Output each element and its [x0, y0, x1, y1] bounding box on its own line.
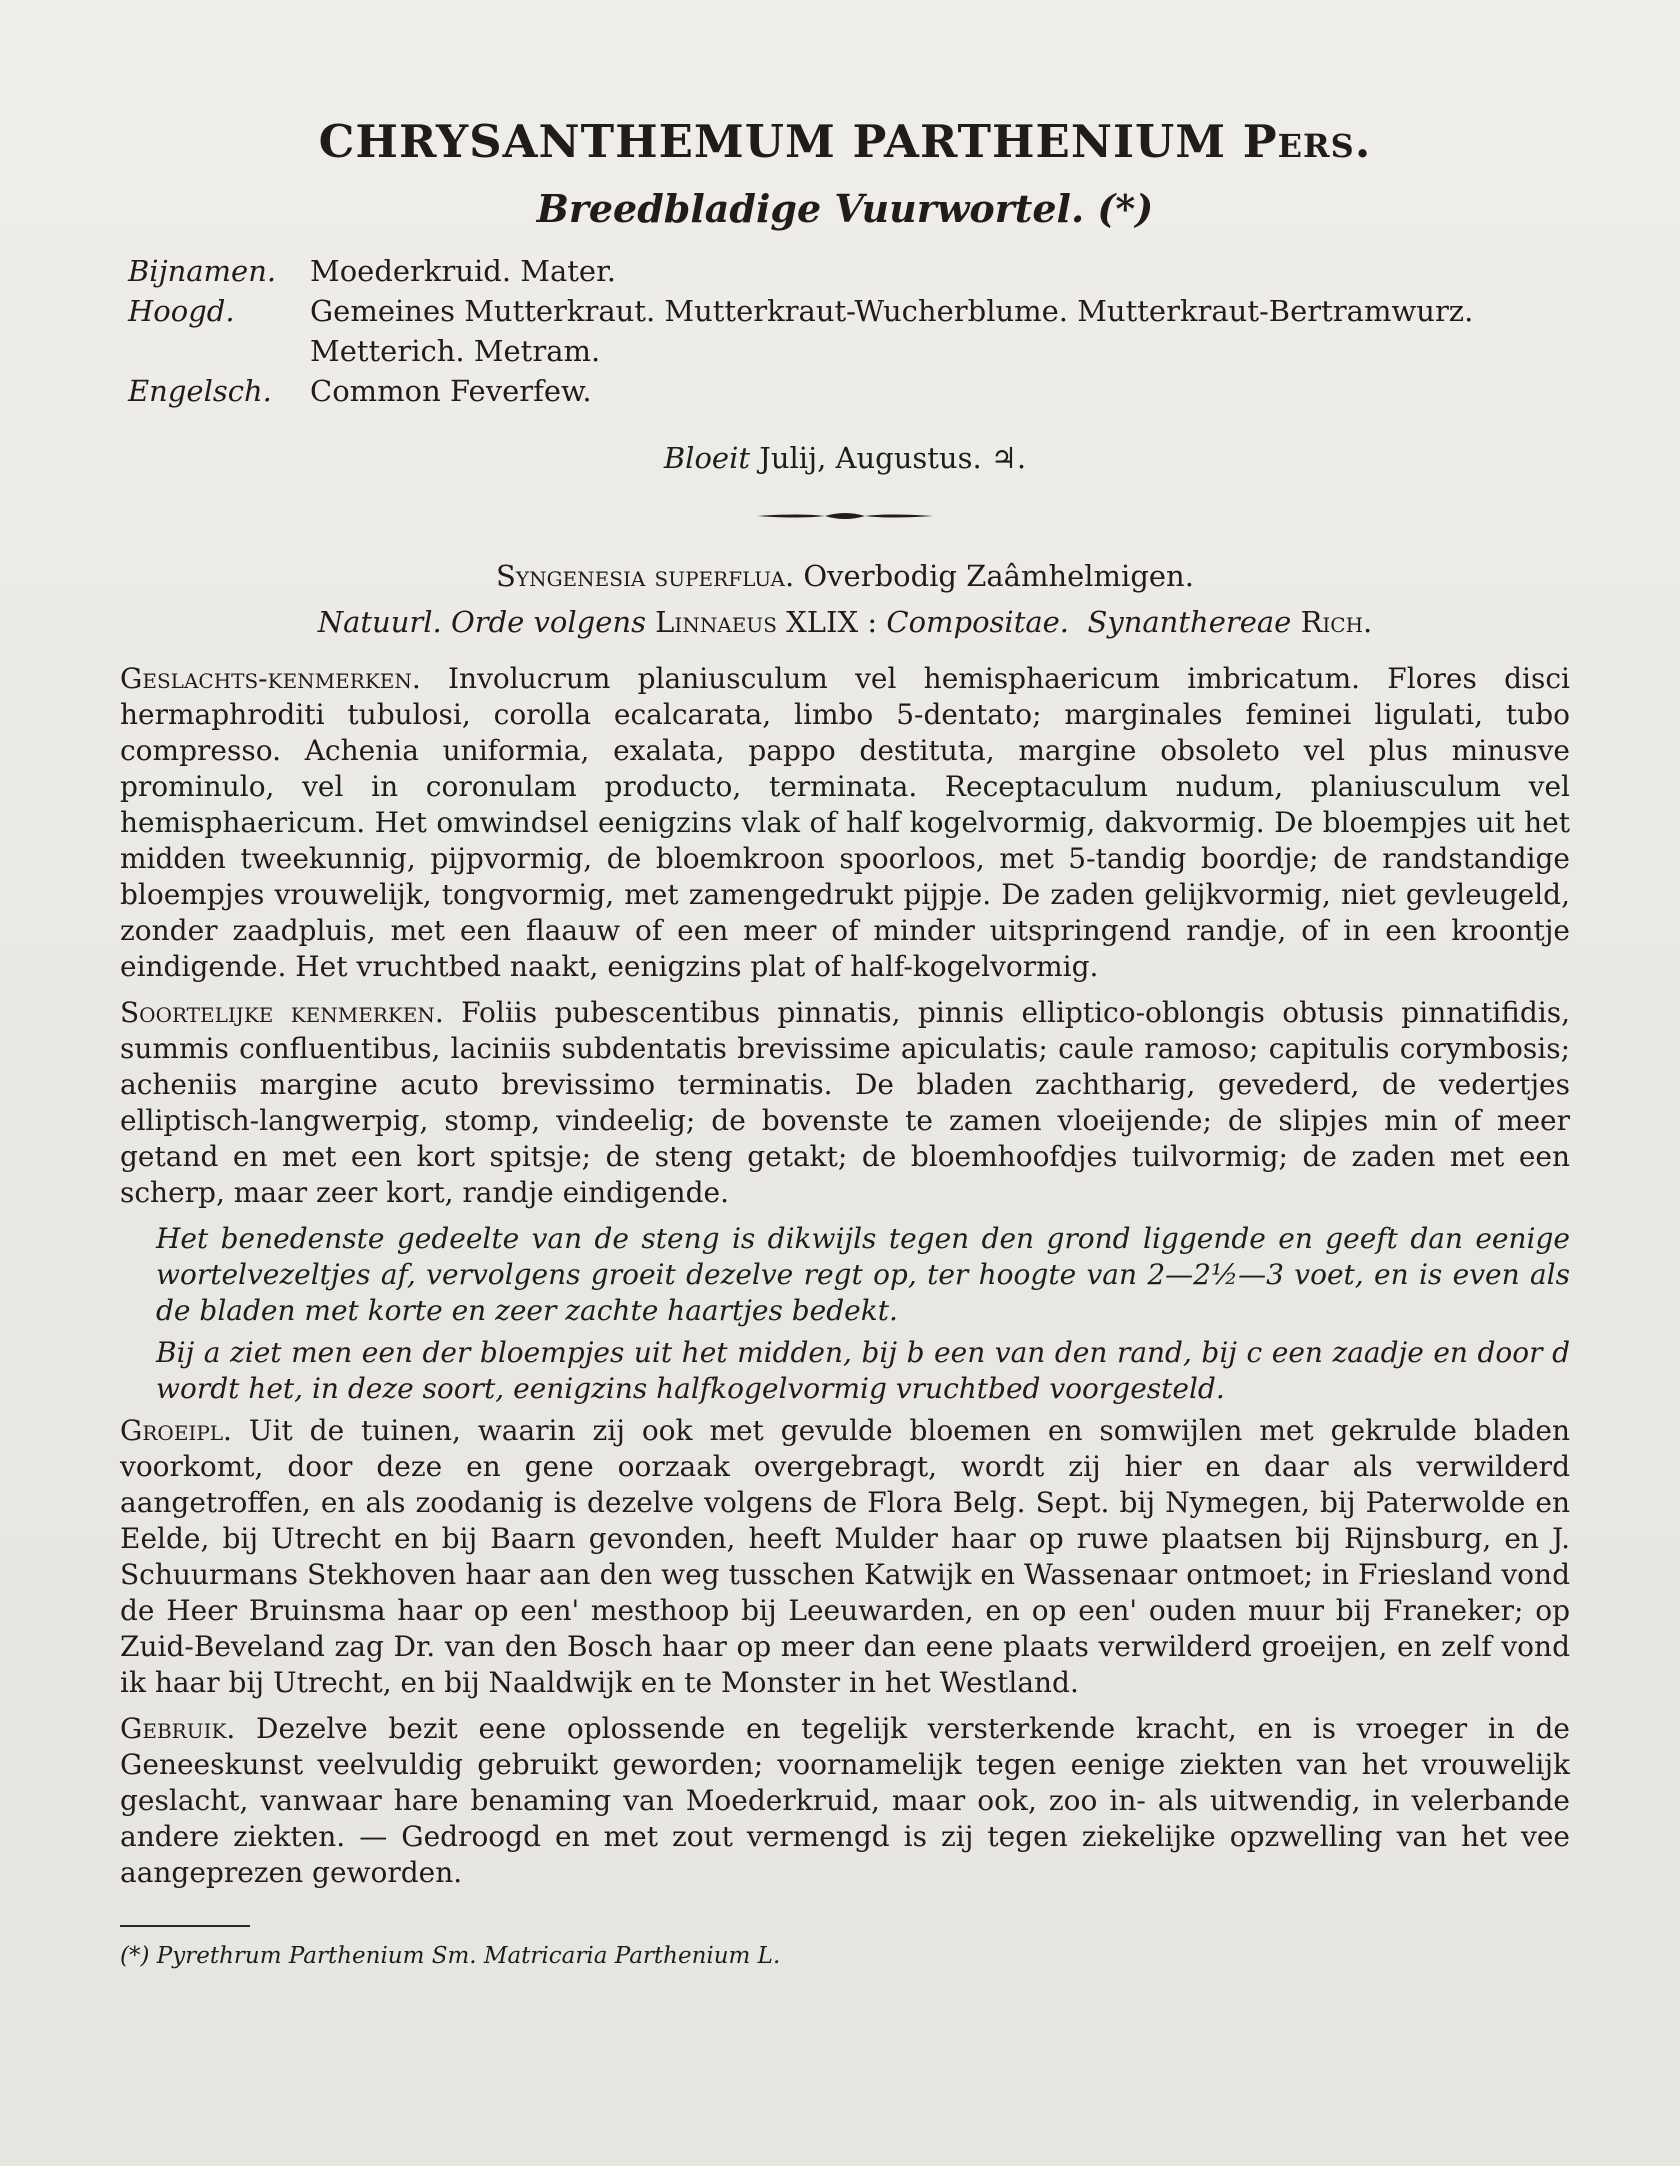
orde-syn: Synanthereae	[1087, 605, 1292, 639]
footnote-divider	[120, 1925, 250, 1927]
names-row	[128, 251, 1570, 291]
names-value: Common Feverfew.	[310, 374, 592, 408]
flowering-time	[120, 441, 1570, 475]
orde-rich: Rich.	[1300, 605, 1373, 639]
section-text: Foliis pubescentibus pinnatis, pinnis elliptico-oblongis obtusis pinnatifidis, summis confluentibus, laciniis subdentatis brevissime apiculatis; caule ramoso; capitulis corymbosis; acheniis margine acuto brevissimo terminatis. De bladen zachtharig, gevederd, de vedertjes elliptisch-langwerpig, stomp, vindeelig; de bovenste te zamen vloeijende; de slipjes min of meer getand en met een kort spitsje; de steng getakt; de bloemhoofdjes tuilvormig; de zaden met een scherp, maar zeer kort, randje eindigende.	[120, 996, 1570, 1209]
subtitle: Breedbladige Vuurwortel. (*)	[536, 186, 1154, 231]
title-author: Pers.	[1242, 115, 1372, 168]
ornament-divider	[120, 509, 1570, 523]
content	[120, 95, 1570, 1969]
names-label: Engelsch.	[128, 374, 272, 408]
section-text: Involucrum planiusculum vel hemisphaericum imbricatum. Flores disci hermaphroditi tubulosi, corolla ecalcarata, limbo 5-dentato; marginales feminei ligulati, tubo compresso. Achenia uniformia, exalata, pappo destituta, margine obsoleto vel plus minusve prominulo, vel in coronulam producto, terminata. Receptaculum nudum, planiusculum vel hemisphaericum. Het omwindsel eenigzins vlak of half kogelvormig, dakvormig. De bloempjes uit het midden tweekunnig, pijpvormig, de bloemkroon spoorloos, met 5-tandig boordje; de randstandige bloempjes vrouwelijk, tongvormig, met zamengedrukt pijpje. De zaden gelijkvormig, niet gevleugeld, zonder zaadpluis, met een flaauw of een meer of minder uitspringend randje, of in een kroontje eindigende. Het vruchtbed naakt, eenigzins plat of half-kogelvormig.	[120, 662, 1570, 983]
section-heading: Groeipl.	[120, 1414, 232, 1447]
section-text: Dezelve bezit eene oplossende en tegelijk versterkende kracht, en is vroeger in de Geneeskunst veelvuldig gebruikt geworden; voornamelijk tegen eenige ziekten van het vrouwelijk geslacht, vanwaar hare benaming van Moederkruid, maar ook, zoo in- als uitwendig, in velerbande andere ziekten. — Gedroogd en met zout vermengd is zij tegen ziekelijke opzwelling van het vee aangeprezen geworden.	[120, 1712, 1571, 1889]
habitat	[120, 1413, 1570, 1701]
section-heading: Soortelijke kenmerken.	[120, 996, 444, 1029]
usage	[120, 1711, 1570, 1891]
species-characters	[120, 995, 1570, 1211]
section-heading: Gebruik.	[120, 1712, 236, 1745]
names-row	[128, 371, 1570, 411]
orde-prefix: Natuurl. Orde volgens	[317, 605, 646, 639]
bloei-text: Julij, Augustus. ♃.	[759, 441, 1027, 475]
names-value: Moederkruid. Mater.	[310, 254, 616, 288]
class-dutch: Overbodig Zaâmhelmigen.	[803, 559, 1194, 593]
ornament-rule-icon	[755, 509, 935, 523]
orde-linnaeus: Linnaeus XLIX :	[655, 605, 878, 639]
natural-order-line	[120, 605, 1570, 639]
title-main: CHRYSANTHEMUM PARTHENIUM	[318, 115, 1227, 168]
section-heading: Geslachts-kenmerken.	[120, 662, 421, 695]
names-row	[128, 291, 1570, 371]
names-label: Bijnamen.	[128, 254, 277, 288]
footnote: (*) Pyrethrum Parthenium Sm. Matricaria Parthenium L.	[120, 1943, 781, 1969]
vernacular-names	[128, 251, 1570, 411]
genus-characters	[120, 661, 1570, 985]
figure-note: Bij a ziet men een der bloempjes uit het midden, bij b een van den rand, bij c een zaadje en door d wordt het, in deze soort, eenigzins halfkogelvormig vruchtbed voorgesteld.	[156, 1336, 1570, 1405]
bloei-label: Bloeit	[663, 441, 751, 475]
orde-family: Compositae.	[886, 605, 1070, 639]
classification-line	[120, 559, 1570, 593]
names-value: Gemeines Mutterkraut. Mutterkraut-Wucherblume. Mutterkraut-Bertramwurz. Metterich. Metram.	[310, 294, 1474, 368]
page-title	[120, 115, 1570, 168]
class-name: Syngenesia superflua.	[496, 559, 795, 593]
names-label: Hoogd.	[128, 294, 235, 328]
stem-note: Het benedenste gedeelte van de steng is dikwijls tegen den grond liggende en geeft dan eenige wortelvezeltjes af, vervolgens groeit dezelve regt op, ter hoogte van 2—2½—3 voet, en is even als de bladen met korte en zeer zachte haartjes bedekt.	[156, 1222, 1570, 1327]
section-text: Uit de tuinen, waarin zij ook met gevulde bloemen en somwijlen met gekrulde bladen voorkomt, door deze en gene oorzaak overgebragt, wordt zij hier en daar als verwilderd aangetroffen, en als zoodanig is dezelve volgens de Flora Belg. Sept. bij Nymegen, bij Paterwolde en Eelde, bij Utrecht en bij Baarn gevonden, heeft Mulder haar op ruwe plaatsen bij Rijnsburg, en J. Schuurmans Stekhoven haar aan den weg tusschen Katwijk en Wassenaar ontmoet; in Friesland vond de Heer Bruinsma haar op een' mesthoop bij Leeuwarden, en op een' ouden muur bij Franeker; op Zuid-Beveland zag Dr. van den Bosch haar op meer dan eene plaats verwilderd groeijen, en zelf vond ik haar bij Utrecht, en bij Naaldwijk en te Monster in het Westland.	[120, 1414, 1570, 1699]
